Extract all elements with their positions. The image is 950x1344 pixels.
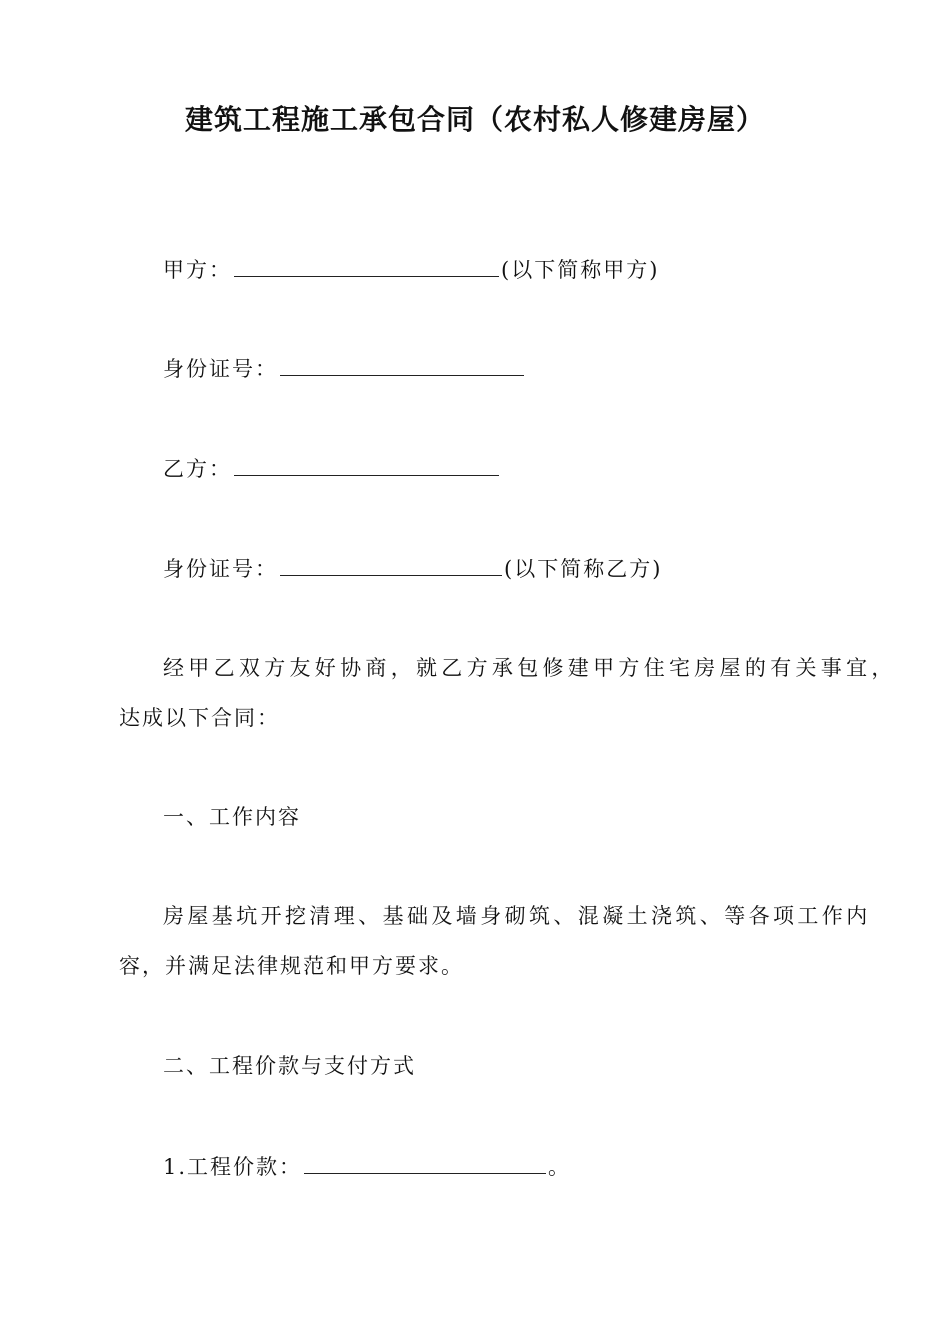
section-2-heading: 二、工程价款与支付方式 <box>163 1054 416 1078</box>
party-a-blank[interactable] <box>234 254 499 277</box>
party-a-line <box>163 254 659 285</box>
section-1-heading: 一、工作内容 <box>163 805 301 829</box>
intro-paragraph-line2: 达成以下合同： <box>119 706 280 730</box>
party-b-line <box>163 453 501 484</box>
party-a-suffix: (以下简称甲方) <box>501 258 660 282</box>
document-title: 建筑工程施工承包合同（农村私人修建房屋） <box>184 103 765 136</box>
section-2-item-1 <box>163 1151 571 1182</box>
price-blank[interactable] <box>304 1151 546 1174</box>
party-b-id-suffix: (以下简称乙方) <box>504 557 663 581</box>
intro-paragraph-line1: 经甲乙双方友好协商，就乙方承包修建甲方住宅房屋的有关事宜， <box>163 656 897 680</box>
party-b-label: 乙方： <box>163 457 232 481</box>
party-a-id-blank[interactable] <box>280 353 524 376</box>
party-b-id-blank[interactable] <box>280 553 502 576</box>
party-b-blank[interactable] <box>234 453 499 476</box>
party-b-id-line <box>163 553 662 584</box>
party-a-id-line <box>163 353 526 384</box>
party-a-id-label: 身份证号： <box>163 357 278 381</box>
party-b-id-label: 身份证号： <box>163 557 278 581</box>
section-1-body-line2: 容，并满足法律规范和甲方要求。 <box>119 954 464 978</box>
price-label: 1.工程价款： <box>163 1155 303 1179</box>
price-suffix: 。 <box>548 1155 572 1179</box>
section-1-body-line1: 房屋基坑开挖清理、基础及墙身砌筑、混凝土浇筑、等各项工作内 <box>163 904 871 928</box>
party-a-label: 甲方： <box>163 258 232 282</box>
